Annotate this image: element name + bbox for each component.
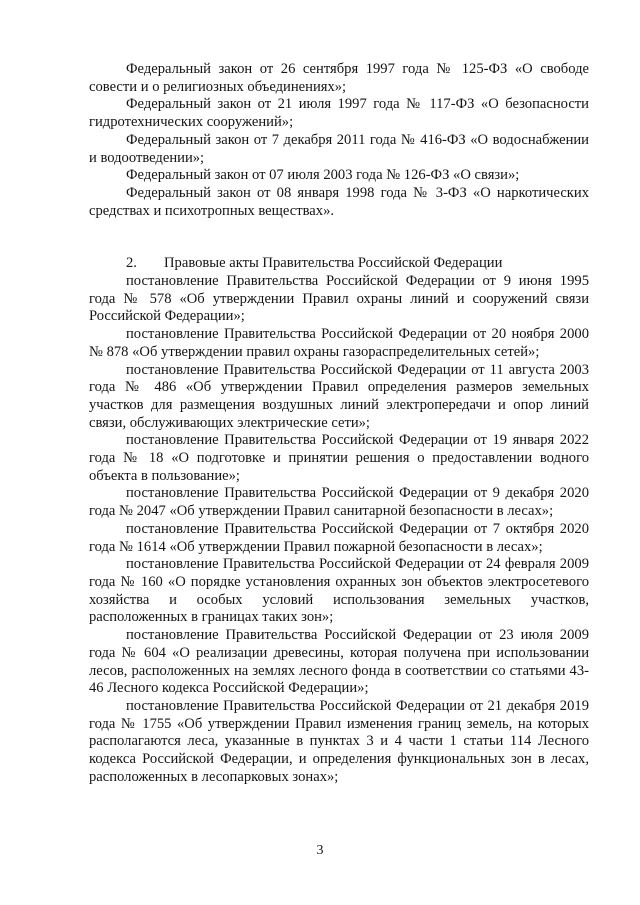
law-paragraph: Федеральный закон от 7 декабря 2011 года № 416-ФЗ «О водоснабжении и водоотведении»; [89, 131, 589, 166]
resolution-paragraph: постановление Правительства Российской Федерации от 24 февраля 2009 года № 160 «О порядке установления охранных зон объектов электросетевого хозяйства и особых условий использования земельных участков, расположенных в границах таких зон»; [89, 556, 589, 626]
resolution-paragraph: постановление Правительства Российской Федерации от 23 июля 2009 года № 604 «О реализации древесины, которая получена при использовании лесов, расположенных на землях лесного фонда в соответствии со статьями 43-46 Лесного кодекса Российской Федерации»; [89, 627, 589, 697]
resolution-paragraph: постановление Правительства Российской Федерации от 21 декабря 2019 года № 1755 «Об утверждении Правил изменения границ земель, на которых располагаются леса, указанные в пунктах 3 и 4 части 1 статьи 114 Лесного кодекса Российской Федерации, и определения функциональных зон в лесах, расположенных в лесопарковых зонах»; [89, 697, 589, 785]
law-paragraph: Федеральный закон от 08 января 1998 года № 3-ФЗ «О наркотических средствах и психотропных веществах». [89, 184, 589, 219]
section-heading [89, 255, 589, 273]
resolution-paragraph: постановление Правительства Российской Федерации от 19 января 2022 года № 18 «О подготовке и принятии решения о предоставлении водного объекта в пользование»; [89, 432, 589, 484]
section-title: Правовые акты Правительства Российской Федерации [164, 255, 503, 272]
resolution-paragraph: постановление Правительства Российской Федерации от 11 августа 2003 года № 486 «Об утверждении Правил определения размеров земельных участков для размещения воздушных линий электропередачи и опор линий связи, обслуживающих электрические сети»; [89, 361, 589, 431]
document-body [89, 61, 589, 786]
resolution-paragraph: постановление Правительства Российской Федерации от 9 декабря 2020 года № 2047 «Об утверждении Правил санитарной безопасности в лесах»; [89, 485, 589, 520]
section-gap [89, 220, 589, 255]
law-paragraph: Федеральный закон от 07 июля 2003 года № 126-ФЗ «О связи»; [126, 167, 520, 184]
resolution-paragraph: постановление Правительства Российской Федерации от 20 ноября 2000 № 878 «Об утверждении правил охраны газораспределительных сетей»; [89, 326, 589, 360]
page-number: 3 [316, 843, 324, 858]
law-paragraph: Федеральный закон от 21 июля 1997 года № 117-ФЗ «О безопасности гидротехнических сооружений»; [89, 96, 589, 131]
section-number: 2. [126, 255, 137, 272]
resolution-paragraph: постановление Правительства Российской Федерации от 7 октября 2020 года № 1614 «Об утверждении Правил пожарной безопасности в лесах»; [89, 520, 589, 555]
law-paragraph: Федеральный закон от 26 сентября 1997 года № 125-ФЗ «О свободе совести и о религиозных объединениях»; [89, 61, 589, 95]
resolution-paragraph: постановление Правительства Российской Федерации от 9 июня 1995 года № 578 «Об утверждении Правил охраны линий и сооружений связи Российской Федерации»; [89, 273, 589, 325]
